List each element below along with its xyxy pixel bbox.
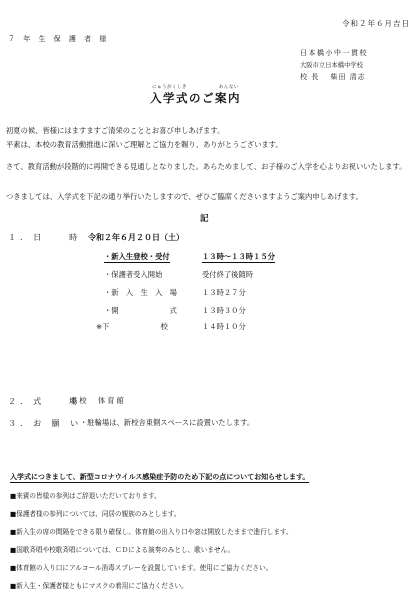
schedule-row-time: １３時３０分 bbox=[202, 306, 246, 315]
schedule-row-label: ・保護者受入開始 bbox=[104, 270, 163, 279]
addressee: ７ 年 生 保 護 者 様 bbox=[8, 35, 110, 43]
paragraph-invitation: つきましては、入学式を下記の通り挙行いたしますので、ぜひご臨席くださいますようご案内申しあげます。 bbox=[6, 192, 363, 201]
schedule-row-label: ※下 校 bbox=[96, 322, 168, 331]
page-title: 入学式のご案内 bbox=[150, 91, 241, 105]
notice-item: ■体育館の入り口にアルコール消毒スプレーを設置しています。使用にご協力ください。 bbox=[10, 564, 273, 572]
schedule-row-label: ・新入生登校・受付 bbox=[104, 252, 170, 261]
notice-item: ■保護者様の参列については、同居の親族のみとします。 bbox=[10, 510, 181, 518]
venue-label: ２. 式 場 bbox=[8, 397, 82, 406]
notice-item: ■新入生の席の間隔をできる限り確保し、体育館の出入り口や窓は開放したままで進行します。 bbox=[10, 528, 293, 536]
notice-item: ■国歌斉唱や校歌斉唱については、ＣＤによる演奏のみとし、歌いません。 bbox=[10, 546, 235, 554]
school-name: 日本橋小中一貫校 bbox=[300, 49, 368, 57]
ki-heading: 記 bbox=[200, 214, 213, 224]
schedule-row-label: ・開 式 bbox=[104, 306, 177, 315]
venue-value: 本校 体育館 bbox=[70, 396, 126, 405]
title-ruby-left: にゅうがくしき bbox=[152, 85, 188, 90]
date-value: 令和２年６月２０日（土） bbox=[88, 233, 184, 242]
schedule-row-time: １３時２７分 bbox=[202, 288, 246, 297]
schedule-row-time: １３時～１３時１５分 bbox=[202, 252, 275, 261]
title-ruby-right: あんない bbox=[218, 85, 239, 90]
paragraph-thanks: 平素は、本校の教育活動推進に深いご理解とご協力を賜り、ありがとうございます。 bbox=[6, 140, 283, 149]
notice-item: ■新入生・保護者様ともにマスクの着用にご協力ください。 bbox=[10, 582, 188, 590]
date-label: １. 日 時 bbox=[8, 233, 82, 242]
schedule-row-time: 受付終了後随時 bbox=[202, 270, 254, 279]
paragraph-congratulations: さて、教育活動が段階的に再開できる見通しとなりました。あらためまして、お子様のご入学を心よりお祝いいたします。 bbox=[6, 162, 407, 171]
request-label: ３. お 願 い bbox=[8, 419, 83, 428]
school-district: 大阪市立日本橋中学校 bbox=[300, 62, 363, 69]
paragraph-greeting: 初夏の候、皆様にはますますご清栄のこととお喜び申しあげます。 bbox=[6, 126, 225, 135]
notice-item: ■来賓の皆様の参列はご辞退いただいております。 bbox=[10, 492, 161, 500]
request-value: ・駐輪場は、新校舎東側スペースに設置いたします。 bbox=[80, 418, 255, 427]
principal-name: 校 長 柴田 清志 bbox=[300, 73, 366, 81]
schedule-row-label: ・新 入 生 入 場 bbox=[104, 288, 177, 297]
notice-title: 入学式につきまして、新型コロナウイルス感染症予防のため下記の点についてお知らせします。 bbox=[10, 473, 310, 481]
schedule-row-time: １４時１０分 bbox=[202, 322, 246, 331]
title-block bbox=[150, 84, 241, 106]
document-date: 令和２年６月吉日 bbox=[342, 19, 410, 28]
